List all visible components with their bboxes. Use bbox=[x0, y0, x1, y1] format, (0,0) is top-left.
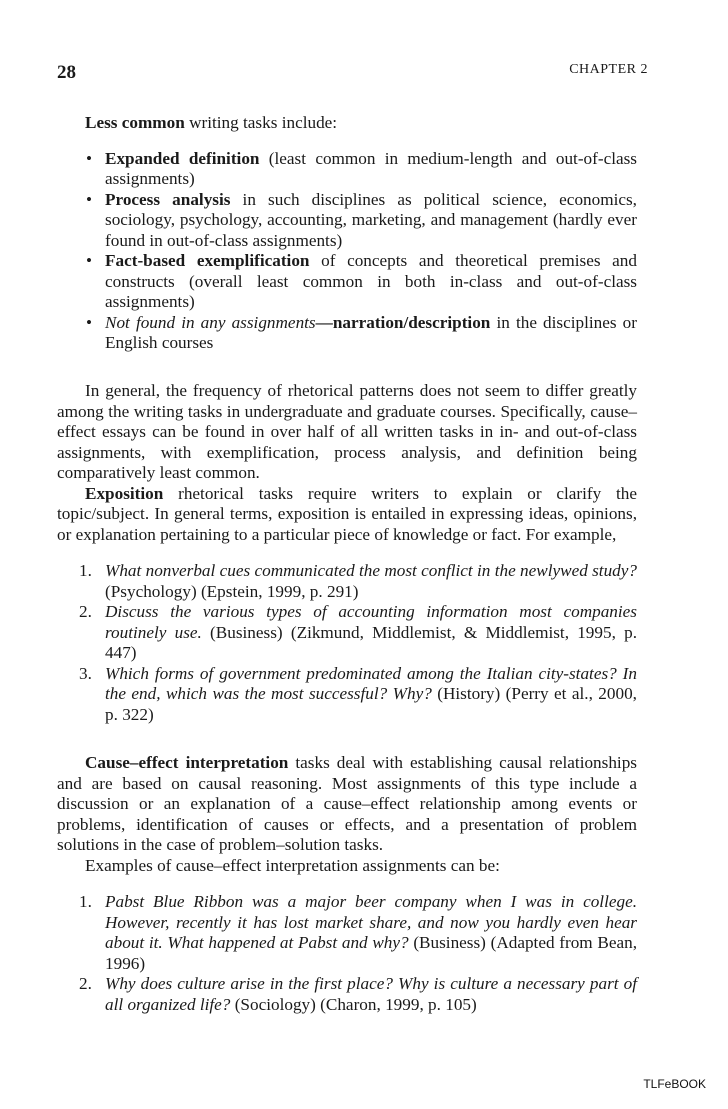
exposition-examples bbox=[57, 561, 637, 725]
page-number: 28 bbox=[57, 62, 76, 83]
list-item: 1. Pabst Blue Ribbon was a major beer company when I was in college. However, recently it has lost market share, and now you hardly even hear about it. What happened at Pabst and why? (Business) (Adapted from Bean, 1996) bbox=[79, 892, 637, 973]
cause-effect-examples bbox=[57, 892, 637, 1015]
list-item: • Fact-based exemplification of concepts and theoretical premises and constructs (overall least common in both in-class and out-of-class assignments) bbox=[86, 251, 637, 311]
exposition-section bbox=[57, 381, 637, 725]
watermark: TLFeBOOK bbox=[643, 1077, 706, 1091]
general-paragraph: In general, the frequency of rhetorical patterns does not seem to differ greatly among the writing tasks in undergraduate and graduate courses. Specifically, cause–effect essays can be found in over half of all written tasks in in- and out-of-class assignments, with exemplification, process analysis, and definition being comparatively least common. bbox=[57, 381, 637, 482]
cause-effect-paragraph: Cause–effect interpretation tasks deal with establishing causal relationships and are based on causal reasoning. Most assignments of this type include a discussion or an explanation of a cause–effect relationship among events or problems, identification of causes or effects, and a presentation of problem solutions in the case of problem–solution tasks. bbox=[57, 753, 637, 854]
cause-effect-examples-intro: Examples of cause–effect interpretation assignments can be: bbox=[85, 855, 500, 875]
list-item: • Not found in any assignments—narration/description in the disciplines or English courses bbox=[86, 312, 637, 352]
less-common-list bbox=[57, 149, 637, 354]
less-common-intro: Less common writing tasks include: bbox=[85, 113, 338, 132]
list-item: • Expanded definition (least common in medium-length and out-of-class assignments) bbox=[86, 148, 637, 188]
list-item: 2. Discuss the various types of accounting information most companies routinely use. (Business) (Zikmund, Middlemist, & Middlemist, 1995, p. 447) bbox=[79, 602, 637, 662]
list-item: • Process analysis in such disciplines as political science, economics, sociology, psychology, accounting, marketing, and management (hardly ever found in out-of-class assignments) bbox=[86, 189, 637, 250]
list-item: 1. What nonverbal cues communicated the most conflict in the newlywed study? (Psychology) (Epstein, 1999, p. 291) bbox=[79, 561, 637, 601]
less-common-section bbox=[57, 113, 637, 354]
exposition-paragraph: Exposition rhetorical tasks require writers to explain or clarify the topic/subject. In general terms, exposition is entailed in expressing ideas, opinions, or explanation pertaining to a particular piece of knowledge or fact. For example, bbox=[57, 483, 637, 544]
chapter-header: CHAPTER 2 bbox=[569, 62, 648, 77]
list-item: 3. Which forms of government predominated among the Italian city-states? In the end, which was the most successful? Why? (History) (Perry et al., 2000, p. 322) bbox=[79, 663, 637, 724]
list-item: 2. Why does culture arise in the first place? Why is culture a necessary part of all organized life? (Sociology) (Charon, 1999, p. 105) bbox=[79, 974, 637, 1014]
cause-effect-section bbox=[57, 753, 637, 1015]
